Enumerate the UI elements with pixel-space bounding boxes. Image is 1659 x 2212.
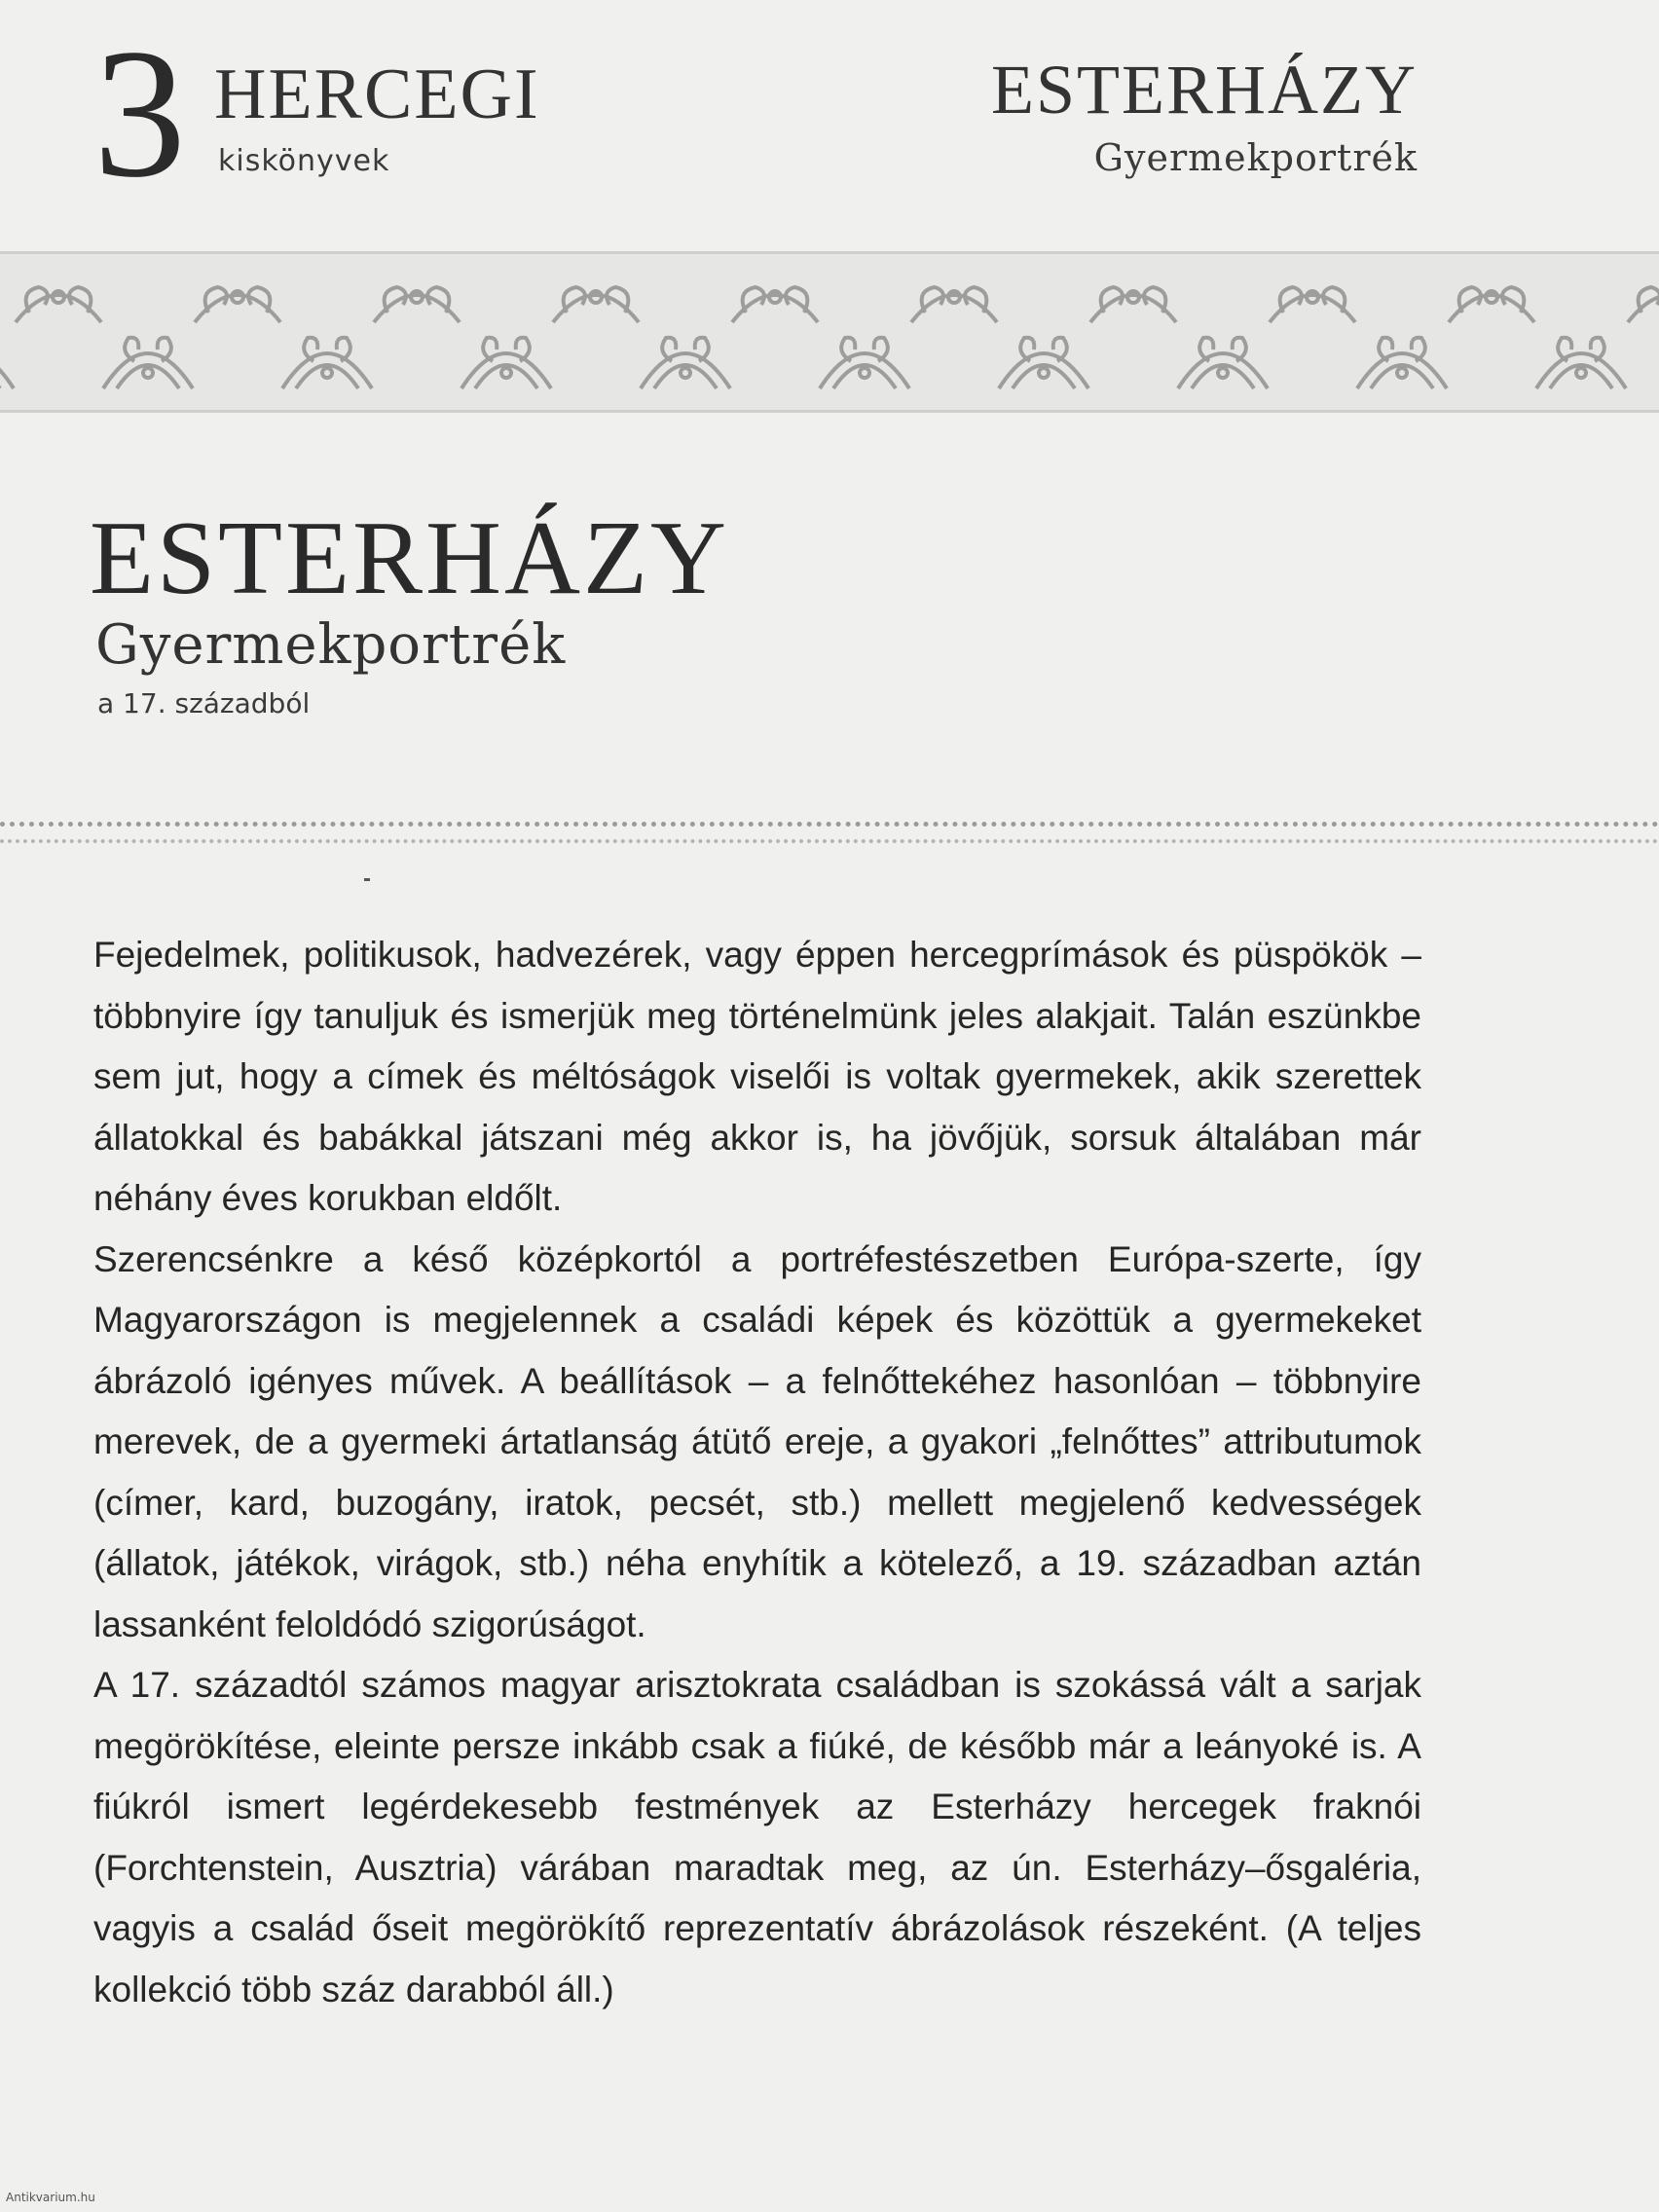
main-subtitle: Gyermekportrék [95,613,567,677]
watermark-credit: Antikvarium.hu [6,2191,95,2204]
paragraph: Fejedelmek, politikusok, hadvezérek, vagy éppen hercegprímások és püspökök – többnyire így tanuljuk és ismerjük meg történelmünk jeles alakjait. Talán eszünkbe sem jut, hogy a címek és méltóságok viselői is voltak gyermekek, akik szerettek állatokkal és babákkal játszani még akkor is, ha jövőjük, sorsuk általában már néhány éves korukban eldőlt. [93,935,1421,1218]
running-head-title: ESTERHÁZY [991,51,1418,129]
dotted-divider [0,822,1659,827]
ornament-band [0,251,1659,413]
dotted-divider-secondary [0,839,1659,843]
running-head-subtitle: Gyermekportrék [1093,136,1418,179]
ornament-pattern-icon [0,254,1659,410]
paragraph: A 17. századtól számos magyar arisztokrata családban is szokássá vált a sarjak megörökítése, eleinte persze inkább csak a fiúké, de később már a leányoké is. A fiúkról ismert legérdekesebb festmények az Esterházy hercegek fraknói (Forchtenstein, Ausztria) várában maradtak meg, az ún. Esterházy–ősgaléria, vagyis a család őseit megörökítő reprezentatív ábrázolások részeként. (A teljes kollekció több száz darabból áll.) [93,1665,1421,2009]
body-text [93,925,1421,2020]
stray-mark [364,878,370,881]
main-tagline: a 17. századból [97,687,311,719]
series-number: 3 [93,12,186,216]
main-title: ESTERHÁZY [90,500,729,616]
paragraph: Szerencsénkre a késő középkortól a portréfestészetben Európa-szerte, így Magyarországon is megjelennek a családi képek és közöttük a gyermekeket ábrázoló igényes művek. A beállítások – a felnőttekéhez hasonlóan – többnyire merevek, de a gyermeki ártatlanság átütő ereje, a gyakori „felnőttes” attributumok (címer, kard, buzogány, iratok, pecsét, stb.) mellett megjelenő kedvességek (állatok, játékok, virágok, stb.) néha enyhítik a kötelező, a 19. században aztán lassanként feloldódó szigorúságot. [93,1238,1421,1644]
series-subtitle: kiskönyvek [218,144,390,178]
series-title: HERCEGI [214,55,540,134]
